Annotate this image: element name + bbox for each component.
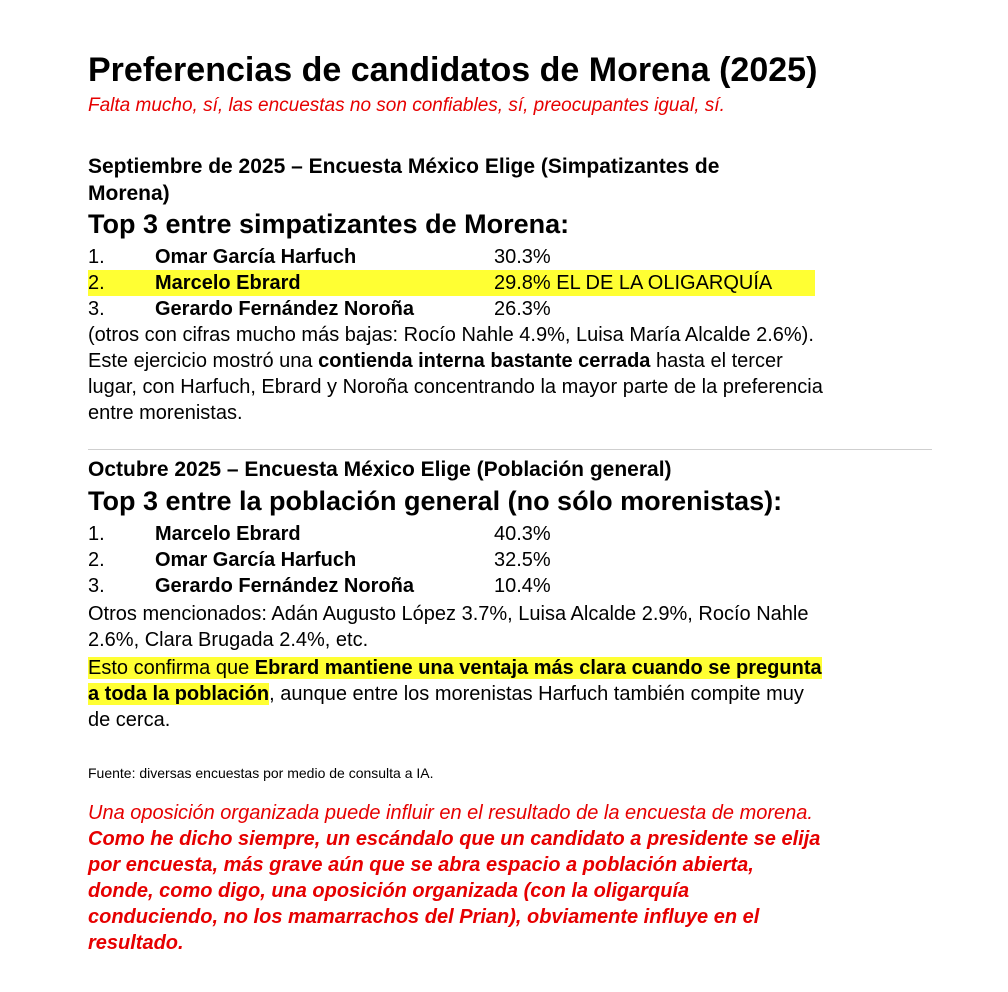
candidate-percent: 32.5% (494, 549, 551, 571)
page-title: Preferencias de candidatos de Morena (2025) (88, 51, 818, 89)
candidate-name: Gerardo Fernández Noroña (155, 298, 414, 320)
sept-rank-row (88, 244, 828, 270)
closing-block (88, 800, 820, 956)
page-subtitle: Falta mucho, sí, las encuestas no son confiables, sí, preocupantes igual, sí. (88, 95, 725, 116)
sept-note-line3: entre morenistas. (88, 402, 243, 424)
closing-bold-line: Como he dicho siempre, un escándalo que un candidato a presidente se elija (88, 828, 821, 850)
oct-heading: Octubre 2025 – Encuesta México Elige (Población general) (88, 458, 672, 481)
rank-number: 2. (88, 549, 105, 571)
oct-top-title: Top 3 entre la población general (no sólo morenistas): (88, 486, 783, 516)
sept-rank-row-highlighted (88, 270, 815, 296)
rank-number: 1. (88, 523, 105, 545)
oct-rank-row (88, 521, 828, 547)
sept-top-title: Top 3 entre simpatizantes de Morena: (88, 209, 570, 239)
candidate-percent: 40.3% (494, 523, 551, 545)
closing-bold-line: resultado. (88, 932, 184, 954)
oct-note-line2 (88, 681, 804, 707)
rank-number: 3. (88, 575, 105, 597)
candidate-name: Omar García Harfuch (155, 549, 357, 571)
oct-note-text: , aunque entre los morenistas Harfuch también compite muy (269, 683, 804, 705)
candidate-percent: 10.4% (494, 575, 551, 597)
section-divider (88, 449, 932, 450)
oct-others-line2: 2.6%, Clara Brugada 2.4%, etc. (88, 629, 369, 651)
candidate-name: Gerardo Fernández Noroña (155, 575, 414, 597)
candidate-percent: 26.3% (494, 298, 551, 320)
sept-heading-line2: Morena) (88, 182, 170, 205)
rank-number: 3. (88, 298, 105, 320)
closing-line: Una oposición organizada puede influir en el resultado de la encuesta de morena. (88, 802, 813, 824)
sept-note-line1 (88, 348, 783, 374)
oct-note-line3: de cerca. (88, 709, 171, 731)
source-note: Fuente: diversas encuestas por medio de consulta a IA. (88, 765, 434, 781)
sept-note-text: hasta el tercer (650, 350, 783, 372)
candidate-name: Marcelo Ebrard (155, 523, 301, 545)
oct-others-line1: Otros mencionados: Adán Augusto López 3.7%, Luisa Alcalde 2.9%, Rocío Nahle (88, 603, 809, 625)
sept-heading-line1: Septiembre de 2025 – Encuesta México Elige (Simpatizantes de (88, 155, 720, 178)
oct-note-text-highlighted: Esto confirma que (88, 657, 255, 679)
rank-number: 2. (88, 272, 105, 294)
oct-note-line1 (88, 655, 822, 681)
candidate-name: Marcelo Ebrard (155, 272, 301, 294)
rank-number: 1. (88, 246, 105, 268)
oct-note-bold-highlighted: a toda la población (88, 683, 270, 705)
closing-bold-line: conduciendo, no los mamarrachos del Prian), obviamente influye en el (88, 906, 760, 928)
sept-rank-row (88, 296, 828, 322)
candidate-percent: 29.8% EL DE LA OLIGARQUÍA (494, 272, 773, 294)
candidate-percent: 30.3% (494, 246, 551, 268)
closing-bold-line: donde, como digo, una oposición organizada (con la oligarquía (88, 880, 690, 902)
oct-rank-row (88, 547, 828, 573)
sept-others: (otros con cifras mucho más bajas: Rocío Nahle 4.9%, Luisa María Alcalde 2.6%). (88, 324, 814, 346)
closing-bold-line: por encuesta, más grave aún que se abra espacio a población abierta, (88, 854, 754, 876)
candidate-name: Omar García Harfuch (155, 246, 357, 268)
oct-note-bold-highlighted: Ebrard mantiene una ventaja más clara cuando se pregunta (254, 657, 822, 679)
sept-note-line2: lugar, con Harfuch, Ebrard y Noroña concentrando la mayor parte de la preferencia (88, 376, 823, 398)
sept-note-bold: contienda interna bastante cerrada (318, 350, 651, 372)
oct-rank-row (88, 573, 828, 599)
sept-note-text: Este ejercicio mostró una (88, 350, 319, 372)
